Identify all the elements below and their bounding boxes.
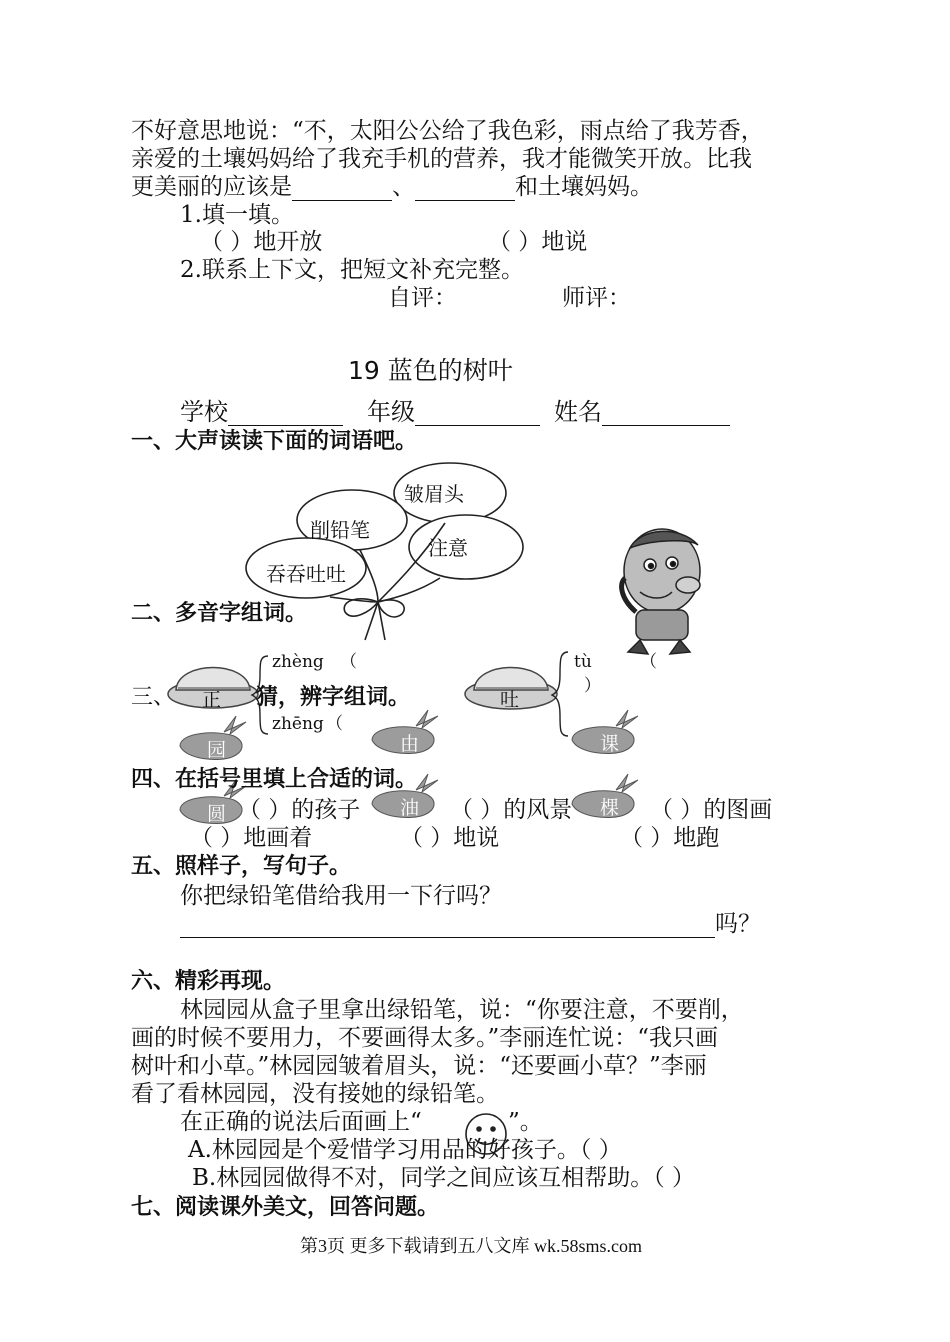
brace-icon-2 [552,652,568,736]
reading-line-3: 树叶和小草。”林园园皱着眉头，说：“还要画小草？”李丽 [131,1053,707,1079]
pinyin-tu4: tù [574,652,592,672]
pinyin-zheng4: zhèng [272,652,324,672]
option-b[interactable]: B.林园园做得不对，同学之间应该互相帮助。（ ） [192,1165,696,1191]
fill-phrase-5[interactable]: （ ）地说 [400,825,500,851]
fill-phrase-6[interactable]: （ ）地跑 [620,825,720,851]
radish-char-5: 油 [400,797,420,819]
question-2: 2.联系上下文，把短文补充完整。 [180,257,524,283]
passage-line-2: 亲爱的土壤妈妈给了我充手机的营养，我才能微笑开放。比我 [131,146,752,172]
blank-line[interactable] [415,178,515,201]
fill-phrase-1[interactable]: （ ）的孩子 [238,797,361,823]
answer-paren-open[interactable]: （ [640,652,657,672]
sentence-answer-line[interactable] [180,915,715,938]
sentence-answer-row: 吗？ [180,910,761,938]
section-1-heading: 一、大声读读下面的词语吧。 [131,429,418,454]
radish-char-2: 由 [400,733,420,755]
answer-paren-open[interactable]: （ [340,652,357,672]
boy-cartoon-illustration [622,529,700,654]
fill-phrase-4[interactable]: （ ）地画着 [190,825,313,851]
radish-char-1: 园 [207,739,227,761]
passage-line-1: 不好意思地说：“不，太阳公公给了我色彩，雨点给了我芳香， [131,118,764,144]
lesson-title: 19 蓝色的树叶 [348,356,513,385]
radish-char-4: 圆 [207,803,227,825]
fill-blank-2[interactable]: （ ）地说 [488,229,588,255]
balloon-word-2: 削铅笔 [310,518,370,542]
balloon-word-3: 注意 [428,536,468,560]
self-evaluation-label: 自评： [388,285,457,311]
answer-paren-open[interactable]: （ [326,714,343,734]
reading-line-2: 画的时候不要用力，不要画得太多。”李丽连忙说：“我只画 [131,1025,719,1051]
passage-line-3: 更美丽的应该是 、 和土壤妈妈。 [131,174,653,200]
section-3-heading: 猜，辨字组词。 [256,685,411,710]
school-field[interactable] [228,403,343,426]
option-a[interactable]: A.林园园是个爱惜学习用品的好孩子。（ ） [188,1137,622,1163]
grade-field[interactable] [415,403,540,426]
hat-char-2: 吐 [500,689,520,711]
instruction-prefix: 在正确的说法后面画上“ [180,1109,422,1135]
section-2-heading: 二、多音字组词。 [131,601,308,626]
radish-char-6: 棵 [600,797,620,819]
fill-phrase-3[interactable]: （ ）的图画 [650,797,773,823]
answer-paren-close[interactable]: ） [584,676,601,696]
question-1: 1.填一填。 [180,202,294,228]
pinyin-zheng1: zhēng [272,714,324,734]
section-4-heading: 四、在括号里填上合适的词。 [131,767,418,792]
reading-line-4: 看了看林园园，没有接她的绿铅笔。 [131,1081,499,1107]
teacher-evaluation-label: 师评： [562,285,631,311]
name-field[interactable] [602,403,730,426]
balloon-bow [344,599,404,640]
section-5-heading: 五、照样子，写句子。 [131,854,352,879]
section-7-heading: 七、阅读课外美文，回答问题。 [131,1195,440,1220]
section-3-heading-prefix: 三、 [131,685,176,710]
hat-char-1: 正 [202,689,222,711]
blank-line[interactable] [292,178,392,201]
fill-blank-1[interactable]: （ ）地开放 [200,229,323,255]
reading-line-1: 林园园从盒子里拿出绿铅笔，说：“你要注意，不要削， [180,997,744,1023]
page-footer: 第3页 更多下载请到五八文库 wk.58sms.com [300,1236,642,1256]
instruction-suffix: ”。 [508,1109,543,1135]
balloon-word-4: 吞吞吐吐 [266,562,346,586]
radish-char-3: 课 [600,733,620,755]
section-6-heading: 六、精彩再现。 [131,969,286,994]
example-sentence: 你把绿铅笔借给我用一下行吗？ [180,883,502,909]
balloon-word-1: 皱眉头 [404,482,464,506]
fill-phrase-2[interactable]: （ ）的风景 [450,797,573,823]
student-info-row: 学校 年级 姓名 [180,398,730,426]
